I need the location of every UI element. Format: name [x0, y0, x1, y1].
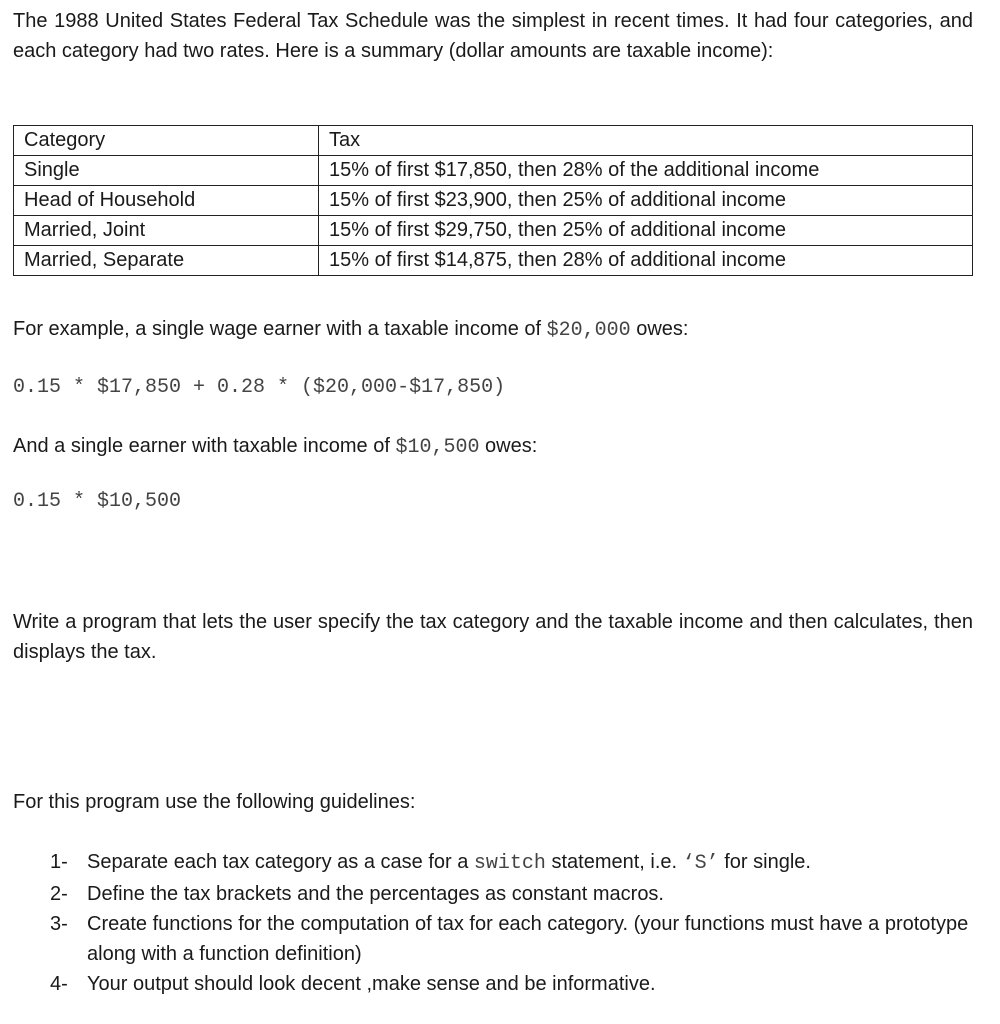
- list-number: 3-: [50, 913, 68, 935]
- list-item-text: statement, i.e.: [545, 851, 683, 873]
- table-cell-tax: 15% of first $14,875, then 28% of additional income: [319, 246, 973, 276]
- list-item: [50, 879, 975, 909]
- list-number: 4-: [50, 973, 68, 995]
- list-number: 2-: [50, 883, 68, 905]
- example-text-end: owes:: [479, 435, 538, 457]
- list-item-text: Create functions for the computation of tax for each category. (your functions must have a prototype along with a function definition): [87, 913, 969, 965]
- table-cell-category: Head of Household: [14, 186, 319, 216]
- example-income-code: $10,500: [395, 436, 480, 459]
- table-row: [14, 246, 973, 276]
- table-cell-tax: 15% of first $17,850, then 28% of the additional income: [319, 156, 973, 186]
- table-cell-tax: 15% of first $23,900, then 25% of additional income: [319, 186, 973, 216]
- list-item-text: Your output should look decent ,make sense and be informative.: [87, 973, 656, 995]
- task-paragraph: Write a program that lets the user specify the tax category and the taxable income and then calculates, then displays the tax.: [13, 611, 973, 663]
- table-header-row: [14, 126, 973, 156]
- list-item-text: Define the tax brackets and the percentages as constant macros.: [87, 883, 664, 905]
- example-single-10500: [13, 431, 973, 463]
- header-category: Category: [14, 126, 319, 156]
- list-number: 1-: [50, 851, 68, 873]
- table-row: [14, 156, 973, 186]
- list-item-text: Separate each tax category as a case for a: [87, 851, 474, 873]
- example-text: For example, a single wage earner with a taxable income of: [13, 318, 547, 340]
- switch-keyword: switch: [473, 852, 546, 875]
- example-text: And a single earner with taxable income of: [13, 435, 396, 457]
- table-cell-tax: 15% of first $29,750, then 25% of additional income: [319, 216, 973, 246]
- tax-schedule-table: [13, 125, 973, 276]
- guidelines-list: [50, 847, 975, 999]
- guidelines-title: For this program use the following guidelines:: [13, 791, 416, 813]
- intro-paragraph: The 1988 United States Federal Tax Schedule was the simplest in recent times. It had four categories, and each category had two rates. Here is a summary (dollar amounts are taxable income):: [13, 10, 973, 62]
- formula-example-1: 0.15 * $17,850 + 0.28 * ($20,000-$17,850): [13, 376, 506, 399]
- char-literal: ‘S’: [682, 852, 719, 875]
- table-cell-category: Married, Separate: [14, 246, 319, 276]
- table-row: [14, 216, 973, 246]
- table-cell-category: Married, Joint: [14, 216, 319, 246]
- example-income-code: $20,000: [546, 319, 631, 342]
- list-item-text: for single.: [718, 851, 811, 873]
- list-item: [50, 847, 975, 879]
- table-cell-category: Single: [14, 156, 319, 186]
- header-tax: Tax: [319, 126, 973, 156]
- example-single-20000: [13, 314, 973, 346]
- table-row: [14, 186, 973, 216]
- example-text-end: owes:: [630, 318, 689, 340]
- list-item: [50, 909, 975, 969]
- formula-example-2: 0.15 * $10,500: [13, 490, 182, 513]
- list-item: [50, 969, 975, 999]
